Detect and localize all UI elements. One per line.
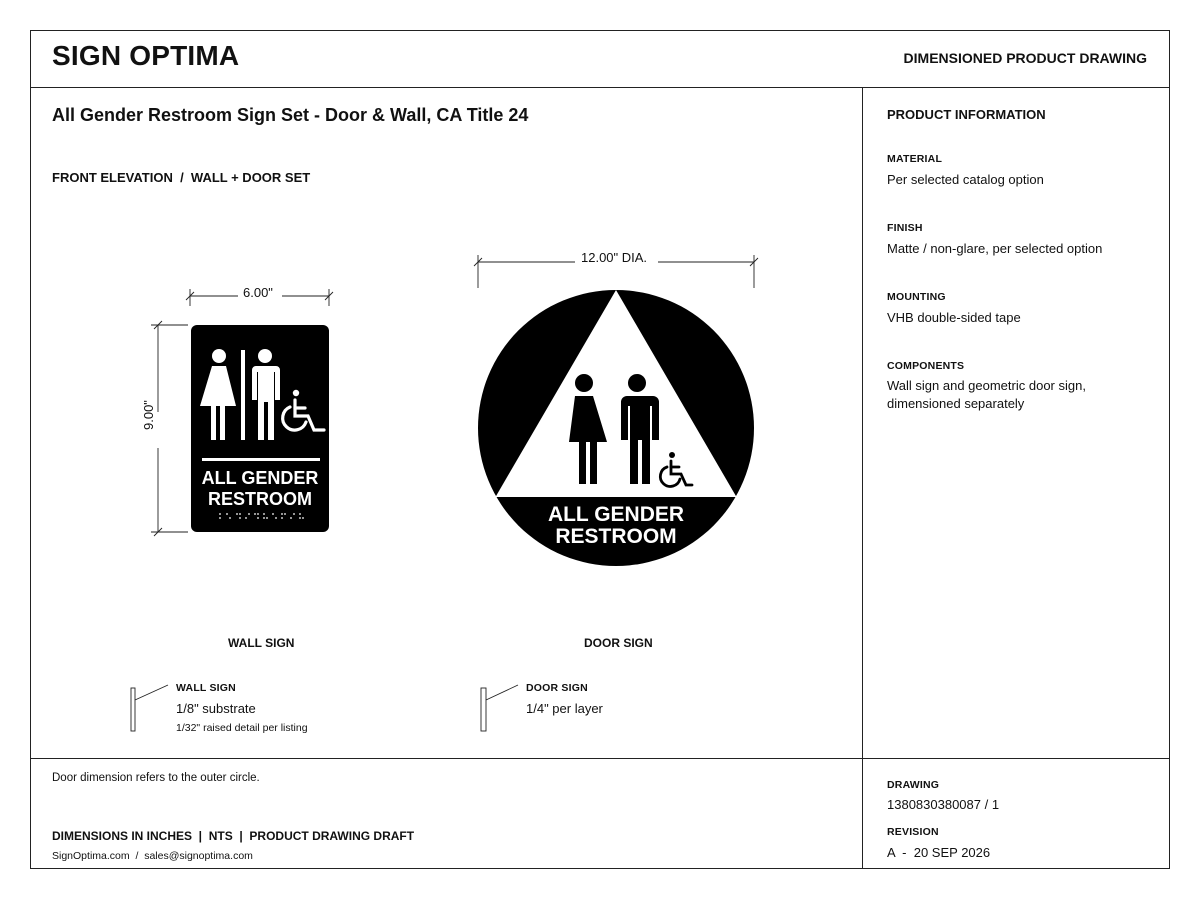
door-sign-text-line2: RESTROOM	[555, 525, 677, 548]
material-label: MATERIAL	[887, 153, 943, 165]
view-label: FRONT ELEVATION / WALL + DOOR SET	[52, 170, 311, 185]
finish-label: FINISH	[887, 222, 923, 234]
door-sign-caption: DOOR SIGN	[584, 636, 653, 650]
divider-bar	[241, 350, 245, 440]
wall-sign-width-label: 6.00"	[243, 285, 273, 300]
revision-label: REVISION	[887, 826, 939, 838]
wall-sign-text-line2: RESTROOM	[207, 489, 313, 509]
wall-profile-line2: 1/32" raised detail per listing	[176, 722, 308, 734]
contact-line: SignOptima.com / sales@signoptima.com	[52, 850, 253, 862]
material-value: Per selected catalog option	[887, 172, 1044, 187]
drawing-number: 1380830380087 / 1	[887, 797, 1000, 812]
wall-sign-height-dimension	[151, 321, 188, 536]
wall-sign-rule	[202, 458, 320, 461]
wall-sign-height-label: 9.00"	[141, 400, 156, 430]
door-profile-title: DOOR SIGN	[526, 682, 588, 694]
components-label: COMPONENTS	[887, 360, 965, 372]
dimensions-line: DIMENSIONS IN INCHES | NTS | PRODUCT DRAWING DRAFT	[52, 829, 415, 843]
document-type: DIMENSIONED PRODUCT DRAWING	[903, 50, 1147, 66]
door-sign-profile	[481, 685, 518, 731]
mounting-value: VHB double-sided tape	[887, 310, 1021, 325]
components-value: Wall sign and geometric door sign,	[887, 378, 1086, 393]
finish-value: Matte / non-glare, per selected option	[887, 241, 1103, 256]
door-sign-diameter-label: 12.00" DIA.	[581, 250, 648, 265]
wall-sign-profile	[131, 685, 168, 731]
drawing-label: DRAWING	[887, 779, 940, 791]
footer-note: Door dimension refers to the outer circle.	[52, 772, 260, 784]
product-info-heading: PRODUCT INFORMATION	[887, 107, 1046, 122]
brand-logo-text: SIGN OPTIMA	[52, 40, 240, 71]
door-profile-line1: 1/4" per layer	[526, 701, 603, 716]
page-title: All Gender Restroom Sign Set - Door & Wall, CA Title 24	[52, 105, 529, 125]
mounting-label: MOUNTING	[887, 291, 946, 303]
wall-sign-caption: WALL SIGN	[228, 636, 295, 650]
wall-sign-text-line1: ALL GENDER	[201, 468, 319, 488]
wall-profile-line1: 1/8" substrate	[176, 701, 256, 716]
components-value-line2: dimensioned separately	[887, 396, 1025, 411]
wall-profile-title: WALL SIGN	[176, 682, 236, 694]
revision-value: A - 20 SEP 2026	[887, 845, 991, 860]
door-sign-text-line1: ALL GENDER	[547, 503, 685, 526]
